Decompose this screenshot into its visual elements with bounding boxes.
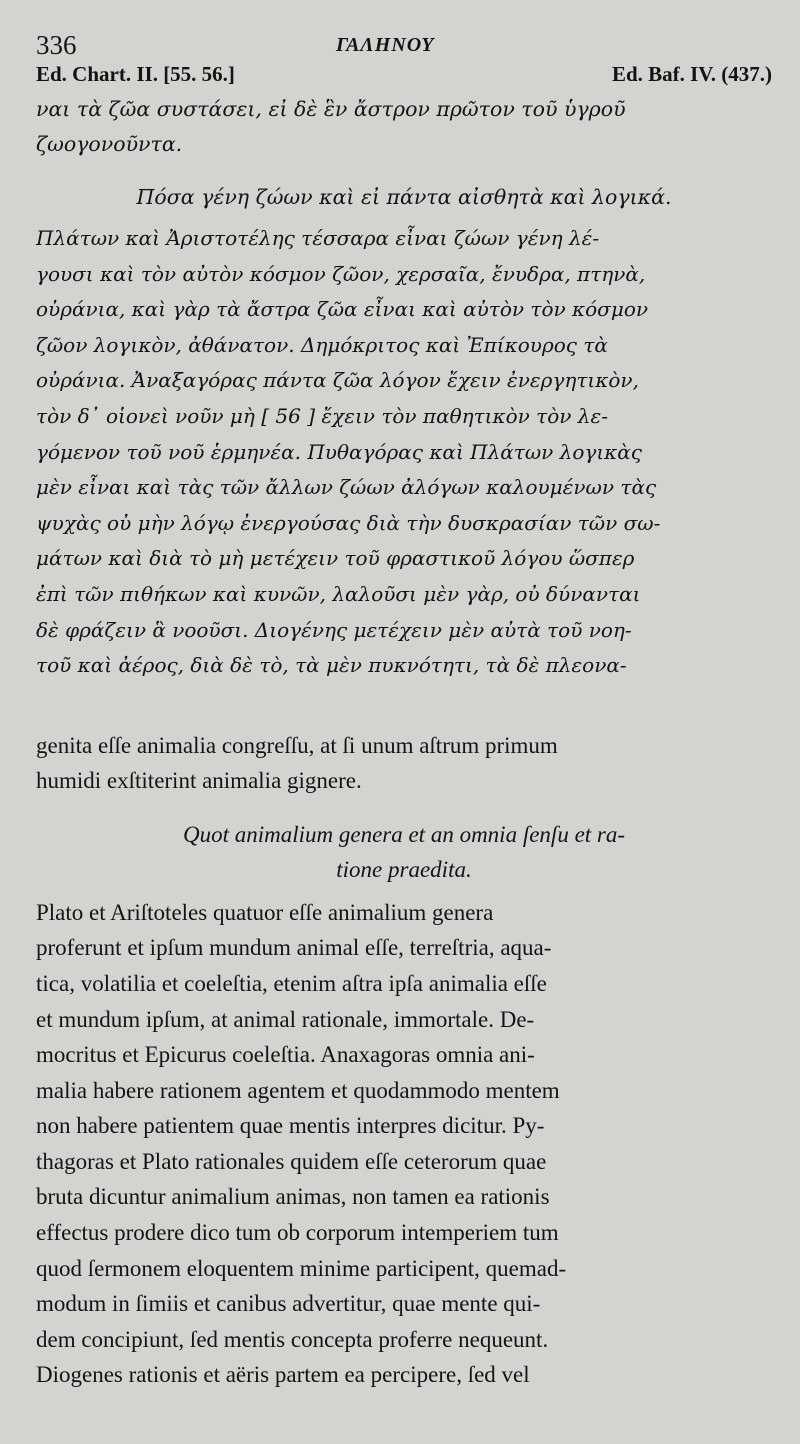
latin-section-heading: Quot animalium genera et an omnia ſenſu et ra- tione praedita. xyxy=(182,821,626,882)
greek-section-heading: Πόσα γένη ζώων καὶ εἰ πάντα αἰσθητὰ καὶ λογικά. xyxy=(136,185,672,209)
edition-references xyxy=(36,62,772,92)
page-number: 336 xyxy=(36,30,77,60)
column-divider-space xyxy=(36,684,772,728)
running-title: ΓΑΛΗΝΟΥ xyxy=(336,34,435,56)
greek-continuation-paragraph: ναι τὰ ζῶα συστάσει, εἰ δὲ ἓν ἄστρον πρῶτον τοῦ ὑγροῦ ζωογονοῦντα. xyxy=(36,97,626,156)
greek-body-paragraph: Πλάτων καὶ Ἀριστοτέλης τέσσαρα εἶναι ζώων γένη λέ- γουσι καὶ τὸν αὐτὸν κόσμον ζῶον, χερσαῖα, ἔνυδρα, πτηνὰ, οὐράνια, καὶ γὰρ τὰ ἄστρα ζῶα εἶναι καὶ αὐτὸν τὸν κόσμον ζῶον λογικὸν, ἀθάνατον. Δημόκριτος καὶ Ἐπίκουρος τὰ οὐράνια. Ἀναξαγόρας πάντα ζῶα λόγον ἔχειν ἐνεργητικὸν, τὸν δ᾽ οἱονεὶ νοῦν μὴ [ 56 ] ἔχειν τὸν παθητικὸν τὸν λε- γόμενον τοῦ νοῦ ἑρμηνέα. Πυθαγόρας καὶ Πλάτων λογικὰς μὲν εἶναι καὶ τὰς τῶν ἄλλων ζώων ἀλόγων καλουμένων τὰς ψυχὰς οὐ μὴν λόγῳ ἐνεργούσας διὰ τὴν δυσκρασίαν τῶν σω- μάτων καὶ διὰ τὸ μὴ μετέχειν τοῦ φραστικοῦ λόγου ὥσπερ ἐπὶ τῶν πιθήκων καὶ κυνῶν, λαλοῦσι μὲν γὰρ, οὐ δύνανται δὲ φράζειν ἃ νοοῦσι. Διογένης μετέχειν μὲν αὐτὰ τοῦ νοη- τοῦ καὶ ἀέρος, διὰ δὲ τὸ, τὰ μὲν πυκνότητι, τὰ δὲ πλεονα- xyxy=(36,226,661,678)
latin-body-paragraph: Plato et Ariſtoteles quatuor eſſe animalium genera proferunt et ipſum mundum animal eſſe, terreſtria, aqua- tica, volatilia et coeleſtia, etenim aſtra ipſa animalia eſſe et mundum ipſum, at animal rationale, immortale. De- mocritus et Epicurus coeleſtia. Anaxagoras omnia ani- malia habere rationem agentem et quodammodo mentem non habere patientem quae mentis interpres dicitur. Py- thagoras et Plato rationales quidem eſſe ceterorum quae bruta dicuntur animalium animas, non tamen ea rationis effectus prodere dico tum ob corporum intemperiem tum quod ſermonem eloquentem minime participent, quemad- modum in ſimiis et canibus advertitur, quae mente qui- dem concipiunt, ſed mentis concepta proferre nequeunt. Diogenes rationis et aëris partem ea percipere, ſed vel xyxy=(36,899,567,1388)
latin-continuation-paragraph: genita eſſe animalia congreſſu, at ſi unum aſtrum primum humidi exſtiterint animalia gignere. xyxy=(36,732,558,794)
page-header xyxy=(36,26,772,62)
edition-reference-right: Ed. Baf. IV. (437.) xyxy=(611,62,772,86)
edition-reference-left: Ed. Chart. II. [55. 56.] xyxy=(36,62,235,86)
